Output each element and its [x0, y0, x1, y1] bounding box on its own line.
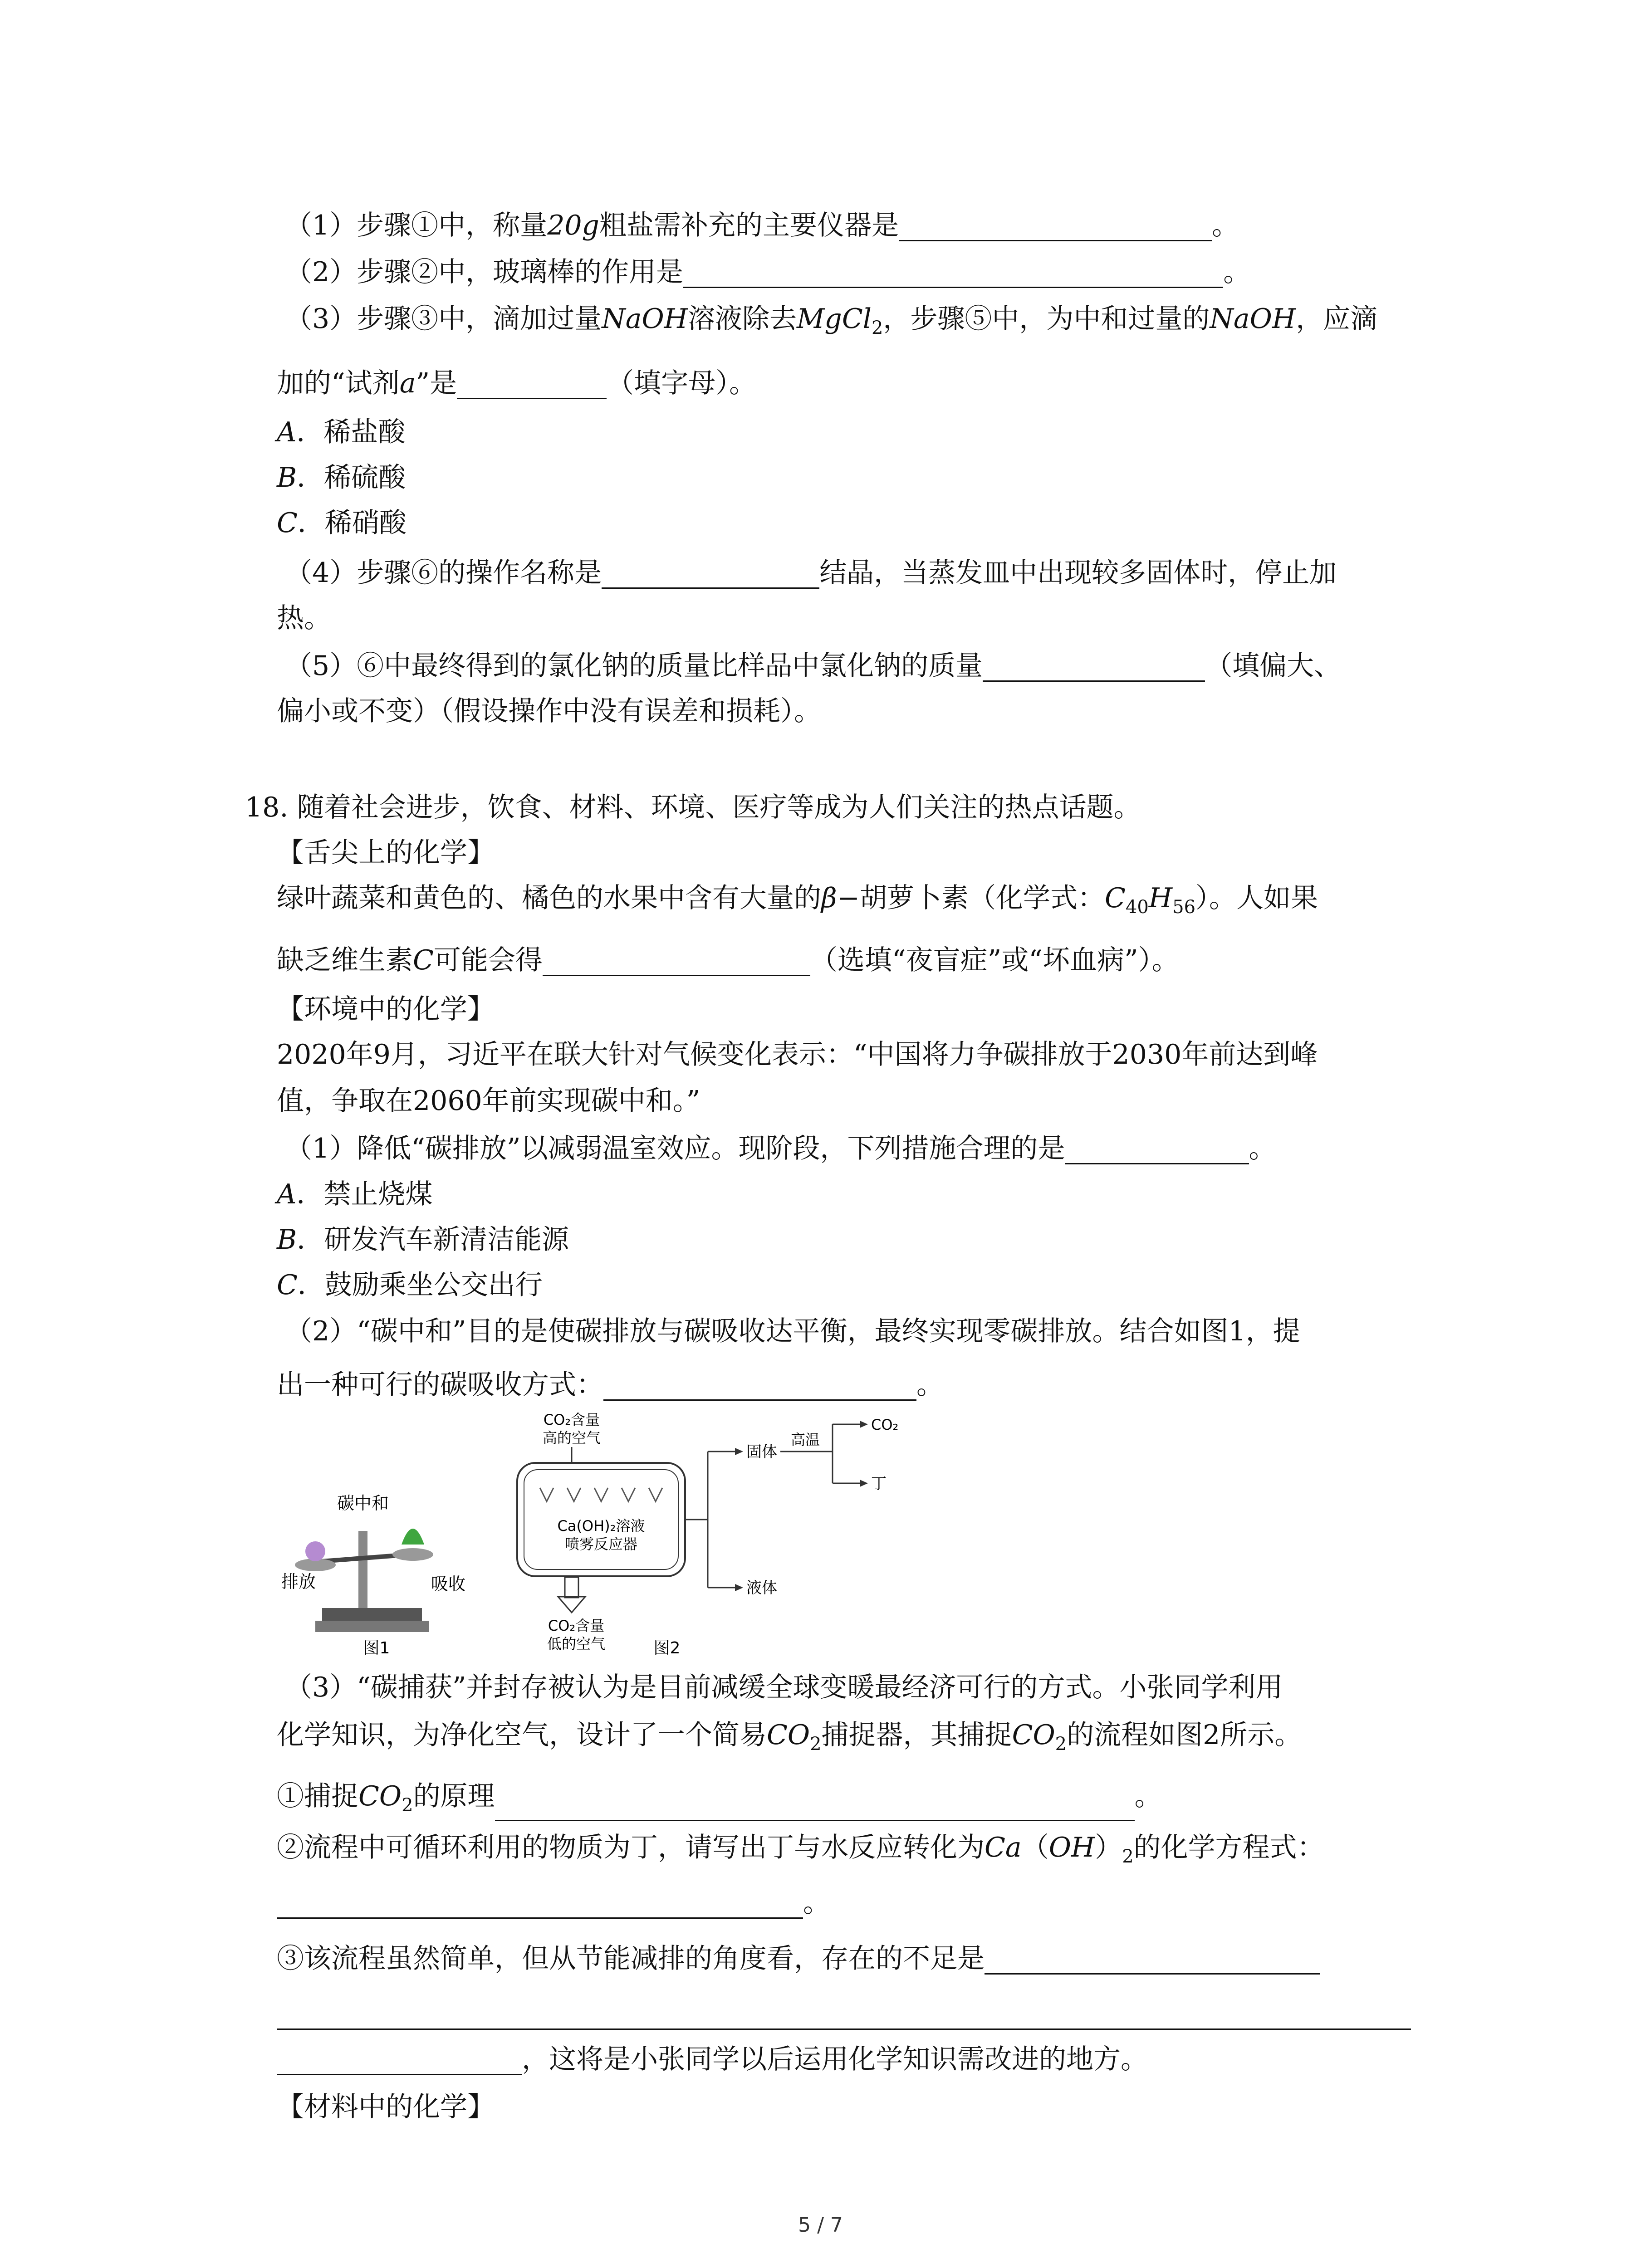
- q17-1: （1）步骤①中，称量20g粗盐需补充的主要仪器是 。: [285, 210, 1239, 241]
- env-line-1: 2020年9月，习近平在联大针对气候变化表示：“中国将力争碳排放于2030年前达到峰: [277, 1039, 1318, 1070]
- page-number: 5 / 7: [798, 2214, 843, 2237]
- answer-blank[interactable]: [457, 371, 607, 399]
- q18-e3-cont: 化学知识，为净化空气，设计了一个简易$CO_2$捕捉器，其捕捉$CO_2$的流程如图2所示。: [277, 1719, 1302, 1755]
- q17-5-cont: 偏小或不变）（假设操作中没有误差和损耗）。: [277, 695, 821, 727]
- reactor-label-2: 喷雾反应器: [564, 1535, 638, 1553]
- e-option-a: A．禁止烧煤: [277, 1178, 433, 1210]
- balance-post: [358, 1531, 367, 1608]
- food-line-2: 缺乏维生素C可能会得 （选填“夜盲症”或“坏血病”）。: [277, 944, 1179, 976]
- fig1-caption: 图1: [363, 1639, 390, 1657]
- answer-blank[interactable]: [277, 1891, 803, 1919]
- arrow-right-icon: [860, 1421, 868, 1428]
- out-air-label-2: 低的空气: [547, 1635, 606, 1652]
- e-option-b: B．研发汽车新清洁能源: [277, 1224, 569, 1256]
- q18-sub2-answer: 。: [277, 1887, 830, 1919]
- figure-carbon-capture: [272, 1408, 975, 1660]
- q18-e1: （1）降低“碳排放”以减弱温室效应。现阶段，下列措施合理的是 。: [285, 1133, 1276, 1164]
- q17-3-cont: 加的“试剂a”是 （填字母）。: [277, 367, 757, 399]
- q18-sub3-blank: [277, 1998, 1411, 2030]
- e-option-c: C．鼓励乘坐公交出行: [277, 1269, 543, 1301]
- q18-sub2: ②流程中可循环利用的物质为丁，请写出丁与水反应转化为$Ca(OH)_2$的化学方程式：: [277, 1832, 1324, 1867]
- arrow-right-icon: [735, 1448, 743, 1455]
- answer-blank[interactable]: [495, 1794, 1135, 1821]
- co2-label: CO₂: [871, 1416, 899, 1433]
- fig1-left-label: 排放: [281, 1572, 316, 1592]
- arrow-right-icon: [735, 1584, 743, 1591]
- answer-blank[interactable]: [277, 2002, 1411, 2030]
- q18-sub3-cont: ，这将是小张同学以后运用化学知识需改进的地方。: [277, 2043, 1148, 2075]
- heading-food: 【舌尖上的化学】: [277, 837, 495, 869]
- balance-base: [322, 1608, 422, 1622]
- ding-label: 丁: [871, 1475, 887, 1493]
- high-temp-label: 高温: [790, 1431, 820, 1448]
- option-c: C．稀硝酸: [277, 507, 407, 539]
- solid-label: 固体: [746, 1443, 777, 1461]
- reactor-label-1: Ca(OH)₂溶液: [557, 1517, 645, 1535]
- food-line-1: 绿叶蔬菜和黄色的、橘色的水果中含有大量的β−胡萝卜素（化学式：$C_{40}H_{56}$）。人如果: [277, 882, 1318, 918]
- q18-sub3: ③该流程虽然简单，但从节能减排的角度看，存在的不足是: [277, 1943, 1320, 1975]
- arrow-down-icon: [558, 1597, 585, 1613]
- q17-4-cont: 热。: [277, 602, 331, 634]
- answer-blank[interactable]: [277, 2048, 522, 2075]
- q18-e2-cont: 出一种可行的碳吸收方式： 。: [277, 1369, 944, 1401]
- heading-env: 【环境中的化学】: [277, 993, 495, 1025]
- emission-object: [305, 1541, 325, 1561]
- q17-5: （5）⑥中最终得到的氯化钠的质量比样品中氯化钠的质量 （填偏大、: [285, 650, 1342, 682]
- fig1-balance: [281, 1493, 465, 1657]
- spray-icon: [540, 1488, 662, 1501]
- answer-blank[interactable]: [1065, 1137, 1249, 1164]
- env-line-2: 值，争取在2060年前实现碳中和。”: [277, 1085, 700, 1117]
- arrow-right-icon: [860, 1480, 868, 1487]
- in-air-label-1: CO₂含量: [543, 1411, 600, 1428]
- fig1-right-label: 吸收: [431, 1574, 466, 1594]
- fig1-title: 碳中和: [337, 1493, 389, 1513]
- q17-4: （4）步骤⑥的操作名称是 结晶，当蒸发皿中出现较多固体时，停止加: [285, 557, 1337, 589]
- q18-sub1: ①捕捉$CO_2$的原理 。: [277, 1780, 1162, 1821]
- answer-blank[interactable]: [603, 1373, 916, 1401]
- q18-intro: 18. 随着社会进步，饮食、材料、环境、医疗等成为人们关注的热点话题。: [245, 792, 1141, 823]
- heading-materials: 【材料中的化学】: [277, 2091, 495, 2123]
- in-air-label-2: 高的空气: [542, 1429, 601, 1447]
- out-air-label-1: CO₂含量: [548, 1617, 605, 1634]
- option-b: B．稀硫酸: [277, 462, 406, 494]
- answer-blank[interactable]: [983, 654, 1205, 682]
- q17-3: （3）步骤③中，滴加过量NaOH溶液除去MgCl$_2$，步骤⑤中，为中和过量的NaOH，应滴: [285, 303, 1378, 338]
- q17-2: （2）步骤②中，玻璃棒的作用是 。: [285, 256, 1251, 288]
- answer-blank[interactable]: [683, 260, 1223, 288]
- q18-e3: （3）“碳捕获”并封存被认为是目前减缓全球变暖最经济可行的方式。小张同学利用: [285, 1672, 1283, 1703]
- fig2-caption: 图2: [653, 1639, 681, 1657]
- answer-blank[interactable]: [899, 214, 1212, 241]
- tree-icon: [402, 1529, 424, 1545]
- answer-blank[interactable]: [543, 948, 810, 976]
- answer-blank[interactable]: [985, 1947, 1320, 1975]
- fig2-flow: [517, 1411, 898, 1657]
- q18-e2: （2）“碳中和”目的是使碳排放与碳吸收达平衡，最终实现零碳排放。结合如图1，提: [285, 1315, 1300, 1347]
- answer-blank[interactable]: [602, 561, 819, 589]
- option-a: A．稀盐酸: [277, 416, 406, 448]
- liquid-label: 液体: [746, 1579, 777, 1597]
